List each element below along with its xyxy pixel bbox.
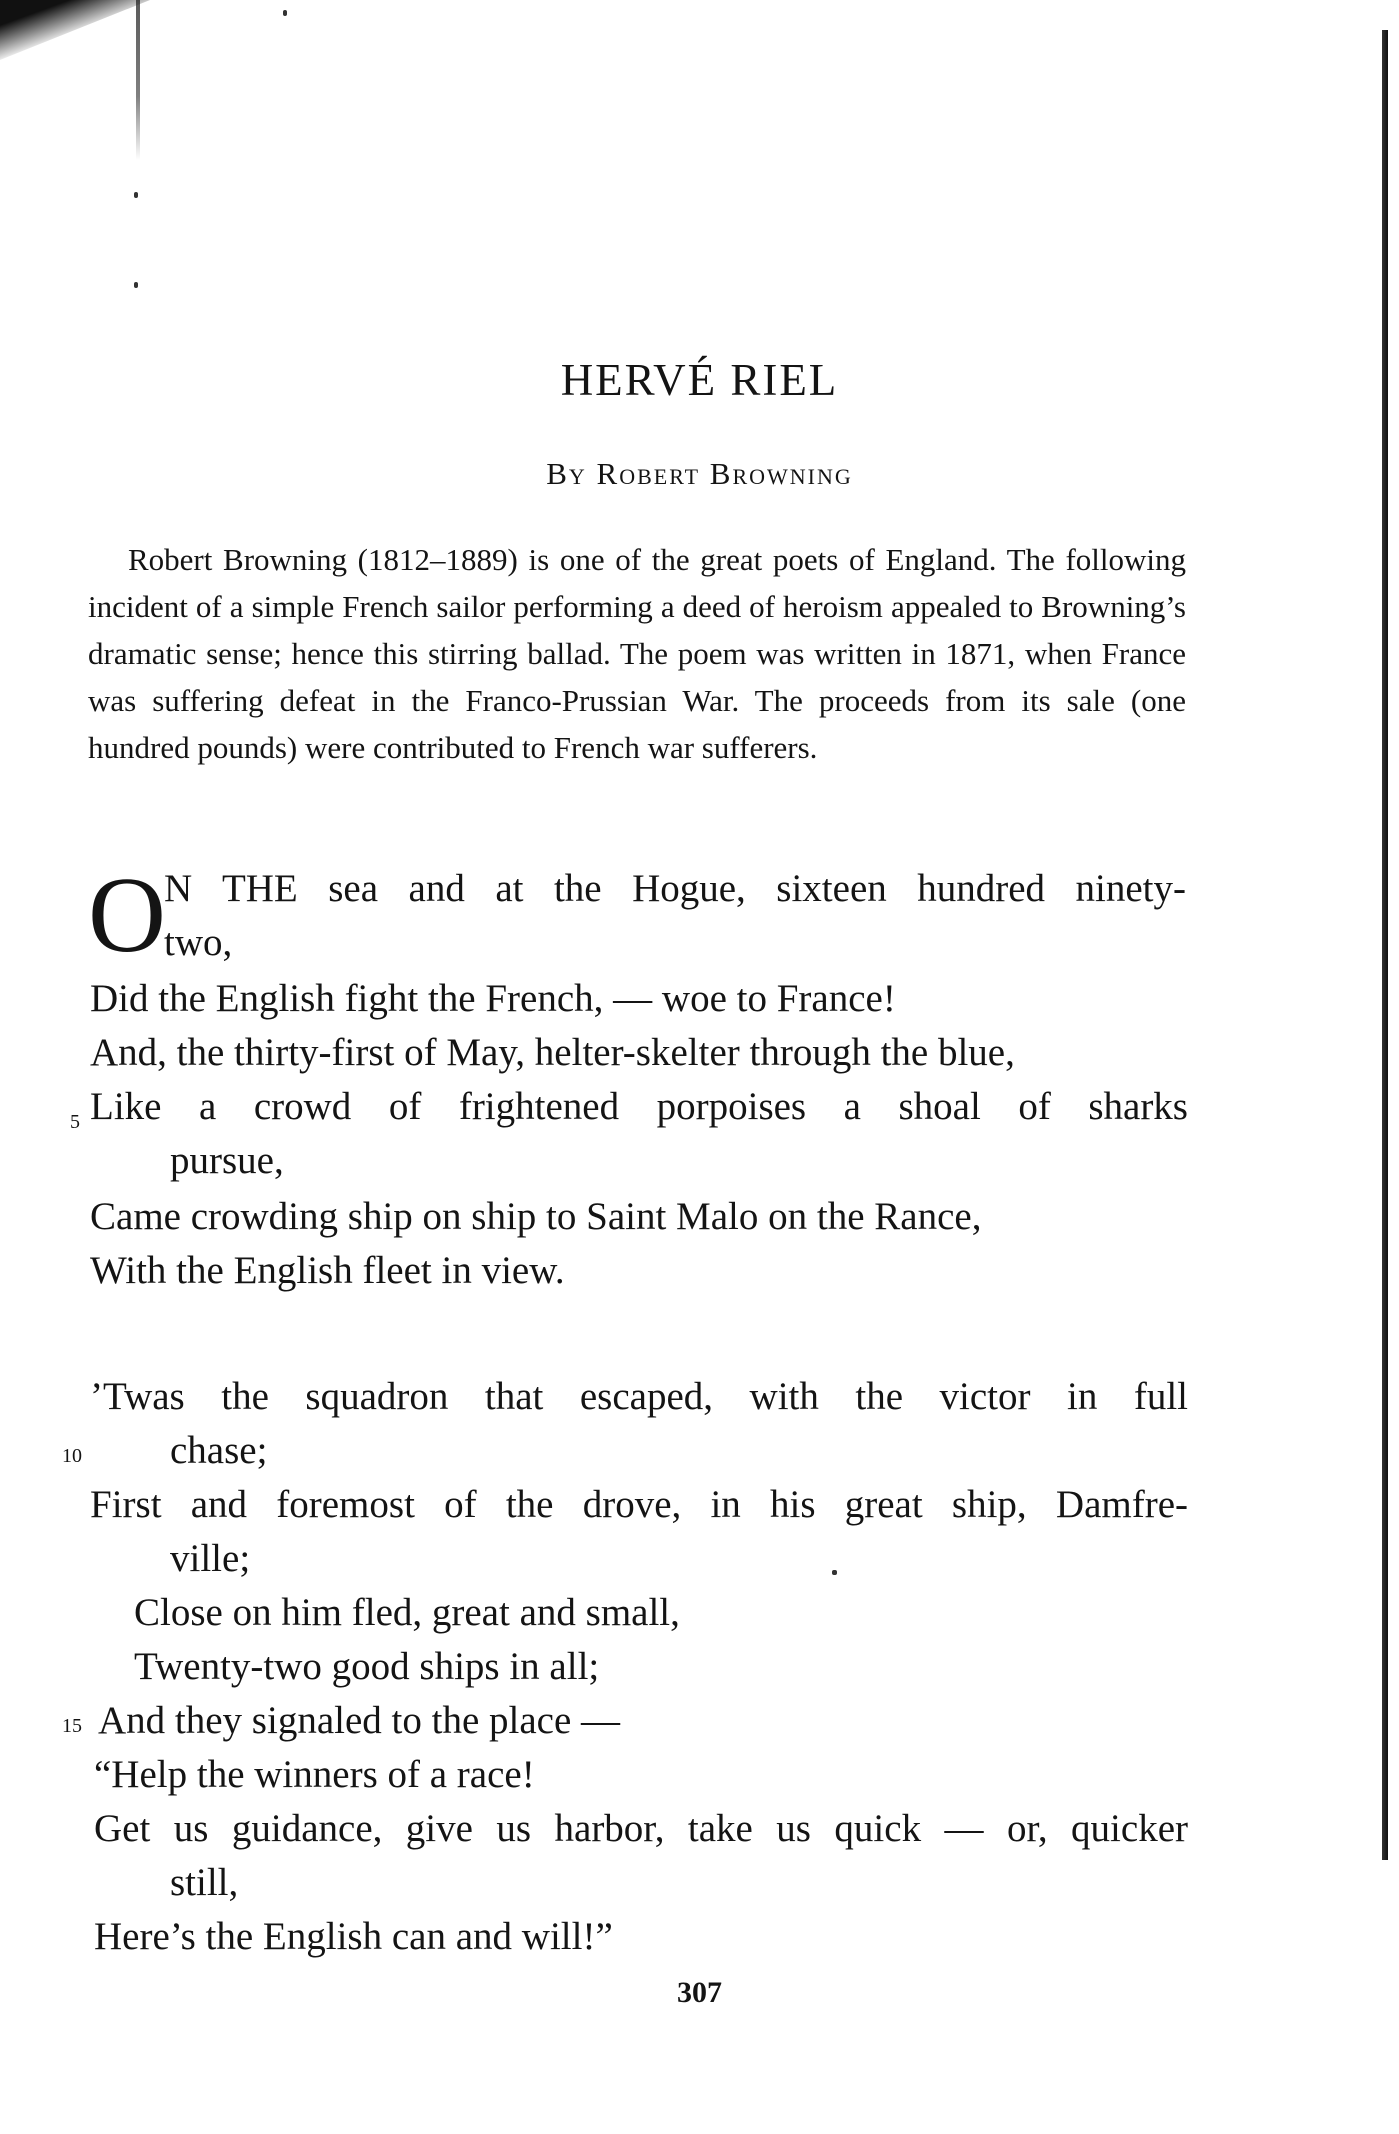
poem-line: pursue, bbox=[170, 1139, 284, 1182]
poem-line: Here’s the English can and will!” bbox=[94, 1915, 613, 1958]
scan-speck bbox=[134, 192, 138, 198]
poem-title: HERVÉ RIEL bbox=[560, 355, 839, 405]
poem-line: Did the English fight the French, — woe to France! bbox=[90, 977, 896, 1020]
poem-line: chase; bbox=[170, 1429, 268, 1472]
poem-line: ’Twas the squadron that escaped, with the victor in full bbox=[90, 1375, 1188, 1418]
poem-line: Came crowding ship on ship to Saint Malo on the Rance, bbox=[90, 1195, 982, 1238]
line-number: 5 bbox=[70, 1111, 80, 1133]
poem-line: N THE sea and at the Hogue, sixteen hundred ninety- bbox=[164, 867, 1186, 910]
scan-speck bbox=[832, 1570, 837, 1575]
poem-line: two, bbox=[164, 921, 233, 964]
intro-paragraph: Robert Browning (1812–1889) is one of the great poets of England. The following incident of a simple French sailor performing a deed of heroism appealed to Browning’s dramatic sense; hence this stirring ballad. The poem was written in 1871, when France was suffering defeat in the Franco-Prussian War. The proceeds from its sale (one hundred pounds) were contributed to French war sufferers. bbox=[88, 542, 1186, 765]
scan-speck bbox=[134, 282, 138, 288]
scan-binding-mark bbox=[136, 0, 140, 160]
scan-corner-shadow bbox=[0, 0, 150, 60]
poem-line: Twenty-two good ships in all; bbox=[134, 1645, 600, 1688]
poem-line: ville; bbox=[170, 1537, 251, 1580]
poem-line: still, bbox=[170, 1861, 239, 1904]
line-number: 10 bbox=[62, 1445, 82, 1467]
drop-cap: O bbox=[88, 856, 166, 975]
scan-speck bbox=[283, 10, 287, 16]
poem-byline: By Robert Browning bbox=[546, 456, 853, 491]
line-number: 15 bbox=[62, 1715, 82, 1737]
scan-page-edge bbox=[1382, 30, 1388, 1860]
poem-line: Like a crowd of frightened porpoises a shoal of sharks bbox=[90, 1085, 1188, 1128]
page-number: 307 bbox=[677, 1976, 722, 2009]
poem-line: And they signaled to the place — bbox=[98, 1699, 621, 1742]
poem-line: First and foremost of the drove, in his great ship, Damfre- bbox=[90, 1483, 1188, 1526]
poem-line: “Help the winners of a race! bbox=[94, 1753, 535, 1796]
poem-line: Close on him fled, great and small, bbox=[134, 1591, 680, 1634]
poem-line: And, the thirty-first of May, helter-skelter through the blue, bbox=[90, 1031, 1015, 1074]
poem-line: With the English fleet in view. bbox=[90, 1249, 565, 1292]
poem-line: Get us guidance, give us harbor, take us quick — or, quicker bbox=[94, 1807, 1188, 1850]
